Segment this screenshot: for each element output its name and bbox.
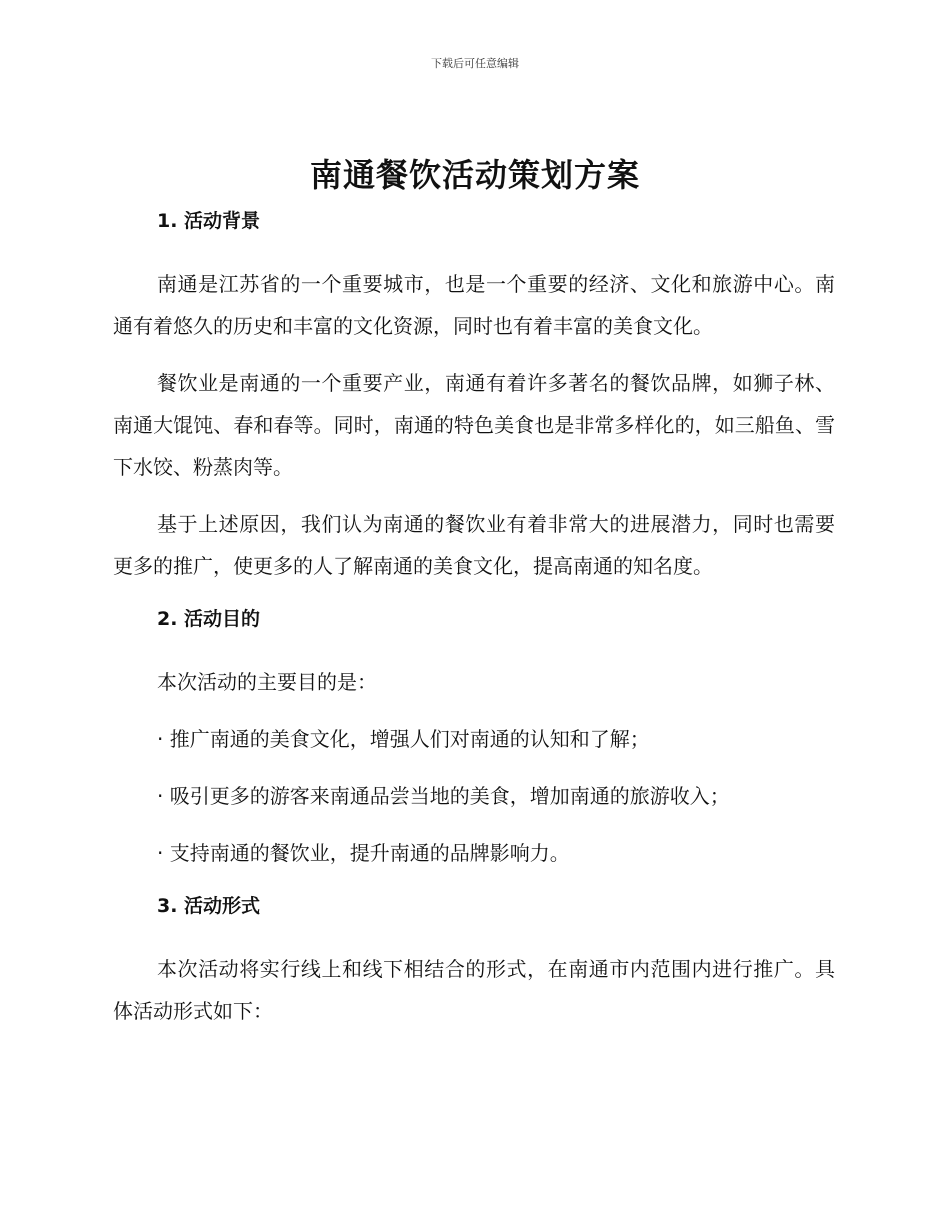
background-paragraph-2: 餐饮业是南通的一个重要产业，南通有着许多著名的餐饮品牌，如狮子林、南通大馄饨、春和春等。同时，南通的特色美食也是非常多样化的，如三船鱼、雪下水饺、粉蒸肉等。 [113, 371, 835, 479]
section-heading-purpose: 2. 活动目的 [157, 608, 261, 630]
background-paragraph-1: 南通是江苏省的一个重要城市，也是一个重要的经济、文化和旅游中心。南通有着悠久的历史和丰富的文化资源，同时也有着丰富的美食文化。 [113, 272, 835, 338]
background-paragraph-3: 基于上述原因，我们认为南通的餐饮业有着非常大的进展潜力，同时也需要更多的推广，使更多的人了解南通的美食文化，提高南通的知名度。 [113, 512, 835, 578]
document-title: 南通餐饮活动策划方案 [309, 156, 640, 194]
document-body [113, 205, 835, 1032]
header-note: 下载后可任意编辑 [431, 57, 519, 70]
purpose-list-item: · 推广南通的美食文化，增强人们对南通的认知和了解； [157, 727, 650, 751]
purpose-intro: 本次活动的主要目的是： [157, 670, 377, 694]
purpose-list-item: · 支持南通的餐饮业，提升南通的品牌影响力。 [157, 841, 570, 865]
section-heading-format: 3. 活动形式 [157, 895, 261, 917]
format-paragraph-1: 本次活动将实行线上和线下相结合的形式，在南通市内范围内进行推广。具体活动形式如下： [113, 957, 835, 1023]
section-heading-background: 1. 活动背景 [157, 210, 261, 232]
purpose-list-item: · 吸引更多的游客来南通品尝当地的美食，增加南通的旅游收入； [157, 784, 730, 808]
